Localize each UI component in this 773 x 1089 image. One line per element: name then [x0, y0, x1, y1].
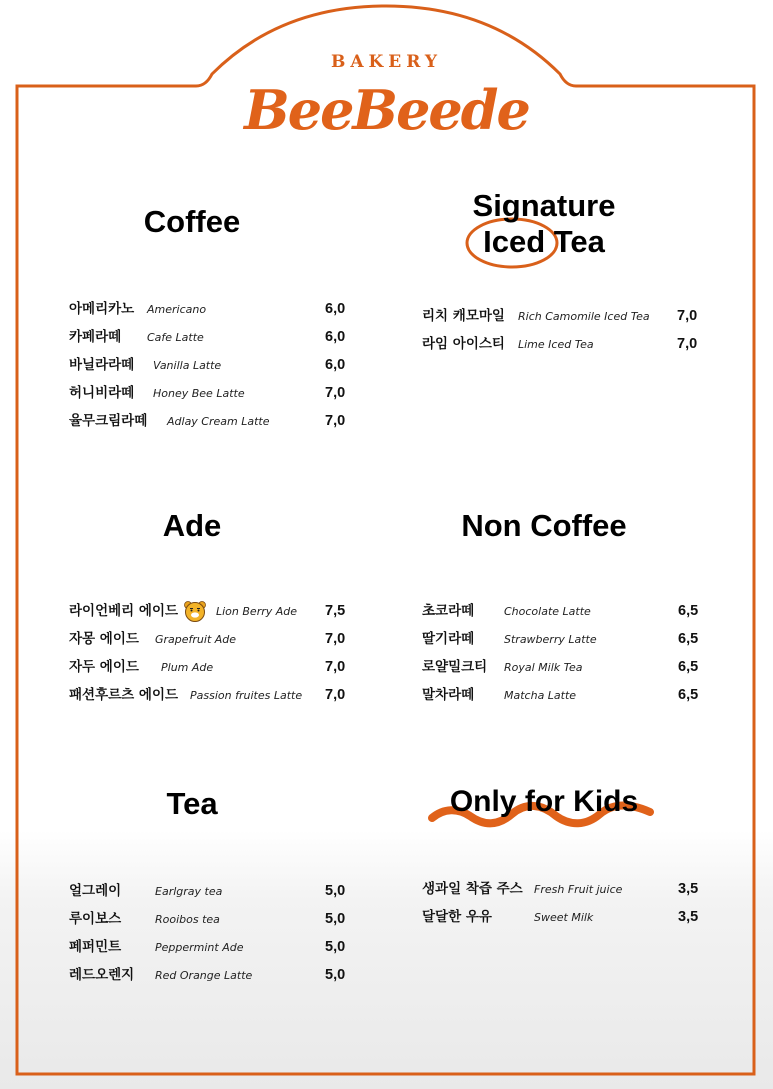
item-english-name: Adlay Cream Latte	[167, 415, 270, 428]
item-price: 6,5	[678, 631, 699, 647]
list-item	[69, 324, 359, 350]
item-korean-name: 자몽 에이드	[69, 631, 139, 647]
item-english-name: Passion fruites Latte	[190, 689, 303, 702]
list-item	[69, 934, 359, 960]
list-item	[422, 682, 712, 708]
item-english-name: Grapefruit Ade	[155, 633, 237, 646]
item-korean-name: 라이언베리 에이드	[69, 603, 179, 619]
item-korean-name: 허니비라떼	[69, 385, 135, 401]
item-price: 3,5	[678, 881, 699, 897]
list-item	[422, 598, 712, 624]
item-korean-name: 초코라떼	[422, 603, 475, 619]
item-english-name: Americano	[147, 303, 207, 316]
list-item	[69, 598, 359, 624]
item-korean-name: 리치 캐모마일	[422, 308, 505, 324]
item-korean-name: 레드오렌지	[69, 967, 135, 983]
item-english-name: Earlgray tea	[155, 885, 223, 898]
item-price: 6,5	[678, 659, 699, 675]
item-price: 6,5	[678, 687, 699, 703]
item-korean-name: 자두 에이드	[69, 659, 139, 675]
item-korean-name: 루이보스	[69, 911, 122, 927]
item-english-name: Lime Iced Tea	[518, 338, 594, 351]
list-item	[422, 331, 712, 357]
list-item	[69, 626, 359, 652]
item-price: 7,0	[325, 385, 346, 401]
item-english-name: Chocolate Latte	[504, 605, 591, 618]
item-english-name: Plum Ade	[161, 661, 214, 674]
item-price: 7,0	[677, 308, 698, 324]
list-item	[422, 654, 712, 680]
item-korean-name: 페퍼민트	[69, 939, 122, 955]
item-price: 7,0	[325, 413, 346, 429]
item-english-name: Rooibos tea	[155, 913, 220, 926]
item-price: 6,0	[325, 329, 346, 345]
item-price: 7,5	[325, 603, 346, 619]
item-korean-name: 로얄밀크티	[422, 659, 488, 675]
item-english-name: Peppermint Ade	[155, 941, 244, 954]
item-english-name: Royal Milk Tea	[504, 661, 583, 674]
item-price: 3,5	[678, 909, 699, 925]
list-item	[69, 352, 359, 378]
item-korean-name: 바닐라라떼	[69, 357, 135, 373]
section-title-coffee: Coffee	[143, 204, 241, 239]
signature-title-iced: Iced	[483, 224, 546, 259]
section-title-noncoffee: Non Coffee	[461, 508, 627, 543]
item-price: 7,0	[325, 687, 346, 703]
list-item	[69, 682, 359, 708]
section-title-ade: Ade	[162, 508, 222, 543]
list-item	[69, 654, 359, 680]
item-english-name: Cafe Latte	[147, 331, 204, 344]
list-item	[69, 906, 359, 932]
item-price: 6,0	[325, 301, 346, 317]
signature-title-line1: Signature	[472, 188, 616, 223]
list-item	[422, 303, 712, 329]
item-price: 7,0	[325, 659, 346, 675]
item-price: 5,0	[325, 939, 346, 955]
brand-logo: BeeBeede	[244, 78, 529, 142]
item-korean-name: 말차라떼	[422, 687, 475, 703]
list-item	[69, 380, 359, 406]
list-item	[422, 626, 712, 652]
signature-title-tea: Tea	[553, 224, 605, 259]
lion-face-icon	[183, 600, 207, 622]
item-korean-name: 라임 아이스티	[422, 336, 505, 352]
item-korean-name: 생과일 착즙 주스	[422, 881, 523, 897]
item-english-name: Fresh Fruit juice	[534, 883, 623, 896]
list-item	[69, 296, 359, 322]
item-price: 5,0	[325, 883, 346, 899]
item-english-name: Sweet Milk	[534, 911, 594, 924]
list-item	[422, 904, 712, 930]
item-price: 5,0	[325, 967, 346, 983]
section-title-signature	[394, 188, 694, 260]
item-price: 7,0	[677, 336, 698, 352]
list-item	[69, 962, 359, 988]
item-korean-name: 카페라떼	[69, 329, 122, 345]
item-english-name: Vanilla Latte	[153, 359, 222, 372]
item-korean-name: 율무크림라떼	[69, 413, 148, 429]
item-english-name: Strawberry Latte	[504, 633, 597, 646]
item-price: 6,5	[678, 603, 699, 619]
section-title-kids: Only for Kids	[449, 785, 639, 818]
list-item	[422, 876, 712, 902]
item-korean-name: 딸기라떼	[422, 631, 475, 647]
section-title-tea: Tea	[166, 786, 218, 821]
item-english-name: Lion Berry Ade	[216, 605, 298, 618]
item-english-name: Rich Camomile Iced Tea	[518, 310, 650, 323]
item-korean-name: 얼그레이	[69, 883, 122, 899]
item-english-name: Honey Bee Latte	[153, 387, 245, 400]
item-english-name: Matcha Latte	[504, 689, 577, 702]
item-english-name: Red Orange Latte	[155, 969, 253, 982]
item-price: 7,0	[325, 631, 346, 647]
item-price: 5,0	[325, 911, 346, 927]
item-korean-name: 패션후르츠 에이드	[69, 687, 179, 703]
list-item	[69, 408, 359, 434]
item-price: 6,0	[325, 357, 346, 373]
signature-title-line2	[394, 224, 694, 260]
item-korean-name: 달달한 우유	[422, 909, 492, 925]
list-item	[69, 878, 359, 904]
brand-subtitle: BAKERY	[330, 52, 443, 72]
item-korean-name: 아메리카노	[69, 301, 135, 317]
